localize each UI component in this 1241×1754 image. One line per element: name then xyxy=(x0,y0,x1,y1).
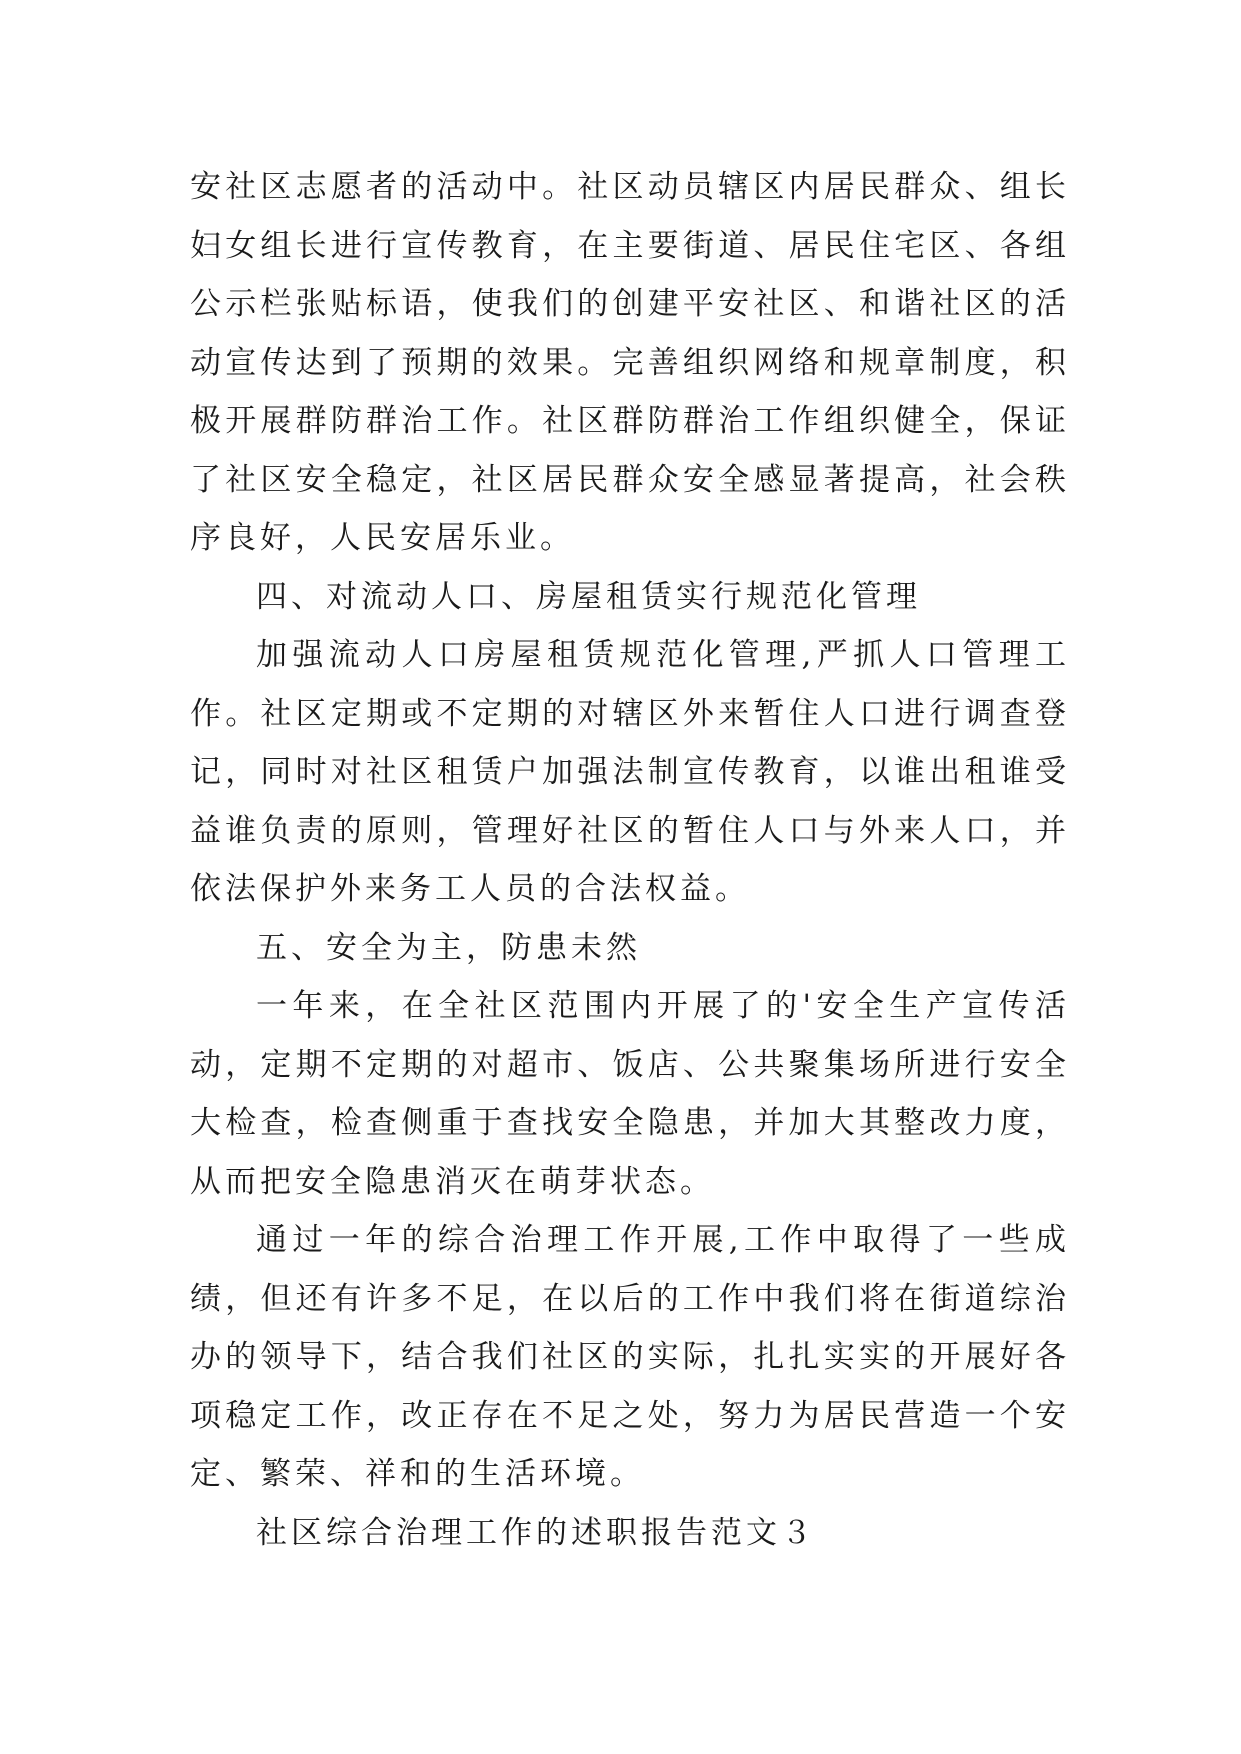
paragraph-community-volunteers: 安社区志愿者的活动中。社区动员辖区内居民群众、组长妇女组长进行宣传教育，在主要街道、居民住宅区、各组公示栏张贴标语，使我们的创建平安社区、和谐社区的活动宣传达到了预期的效果。完善组织网络和规章制度，积极开展群防群治工作。社区群防群治工作组织健全，保证了社区安全稳定，社区居民群众安全感显著提高，社会秩序良好，人民安居乐业。 xyxy=(190,169,1070,556)
paragraph-safety-inspection: 一年来，在全社区范围内开展了的'安全生产宣传活动，定期不定期的对超市、饭店、公共聚集场所进行安全大检查，检查侧重于查找安全隐患，并加大其整改力度，从而把安全隐患消灭在萌芽状态。 xyxy=(190,988,1070,1200)
paragraph-rental-management: 加强流动人口房屋租赁规范化管理,严抓人口管理工作。社区定期或不定期的对辖区外来暂住人口进行调查登记，同时对社区租赁户加强法制宣传教育，以谁出租谁受益谁负责的原则，管理好社区的暂住人口与外来人口，并依法保护外来务工人员的合法权益。 xyxy=(190,637,1070,907)
next-report-title: 社区综合治理工作的述职报告范文３ xyxy=(256,1514,816,1551)
paragraph-summary: 通过一年的综合治理工作开展,工作中取得了一些成绩，但还有许多不足，在以后的工作中我们将在街道综治办的领导下，结合我们社区的实际，扎扎实实的开展好各项稳定工作，改正存在不足之处，努力为居民营造一个安定、繁荣、祥和的生活环境。 xyxy=(190,1222,1070,1492)
section-heading-safety-first: 五、安全为主，防患未然 xyxy=(256,929,641,966)
document-body xyxy=(190,158,1070,1562)
section-heading-floating-population: 四、对流动人口、房屋租赁实行规范化管理 xyxy=(256,578,921,615)
